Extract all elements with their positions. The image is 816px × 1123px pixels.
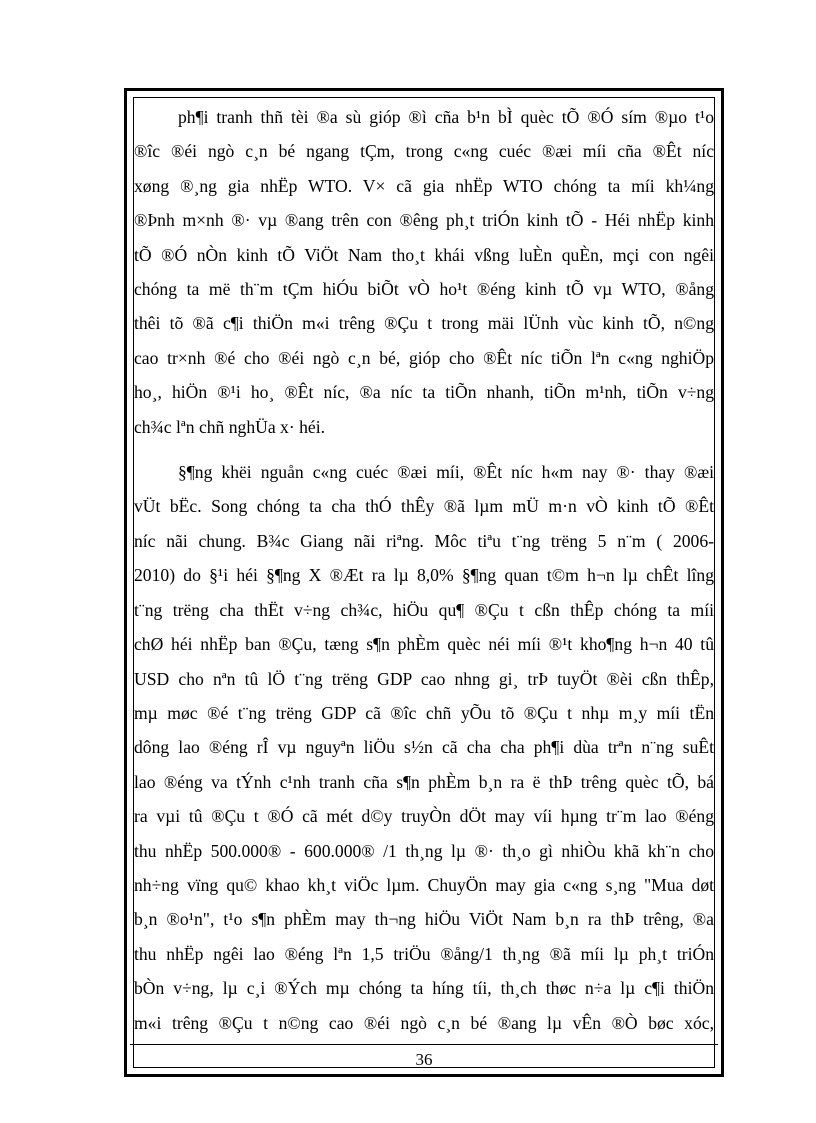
paragraph-line: níc nãi chung. B¾c Giang nãi riªng. Môc tiªu t¨ng trëng 5 n¨m ( 2006-	[134, 530, 714, 551]
paragraph-line: ®Þnh m×nh ®· vµ ®ang trên con ®êng ph¸t triÓn kinh tÕ - Héi nhËp kinh	[134, 210, 714, 231]
paragraph-line: USD cho nªn tû lÖ t¨ng trëng GDP cao nhng gi¸ trÞ tuyÖt ®èi cßn thÊp,	[134, 668, 714, 689]
paragraph-line: thu nhËp 500.000® - 600.000® /1 th¸ng lµ ®· th¸o gì nhiÒu khã kh¨n cho	[134, 840, 714, 861]
paragraph-line: §¶ng khëi nguån c«ng cuéc ®æi míi, ®Êt níc h«m nay ®· thay ®æi	[178, 462, 714, 483]
paragraph-1	[134, 100, 714, 444]
paragraph-2	[134, 455, 714, 1040]
paragraph-line: t¨ng trëng cha thËt v÷ng ch¾c, hiÖu qu¶ ®Çu t cßn thÊp chóng ta míi	[134, 599, 714, 620]
paragraph-line: 2010) do §¹i héi §¶ng X ®Æt ra lµ 8,0% §¶ng quan t©m h¬n lµ chÊt lîng	[134, 565, 714, 586]
paragraph-line: lao ®éng va tÝnh c¹nh tranh cña s¶n phÈm b¸n ra ë thÞ trêng quèc tÕ, bá	[134, 771, 714, 792]
paragraph-line: b¸n ®o¹n", t¹o s¶n phÈm may th¬ng hiÖu ViÖt Nam b¸n ra thÞ trêng, ®a	[134, 909, 714, 930]
paragraph-line: m«i trêng ®Çu t n©ng cao ®éi ngò c¸n bé ®ang lµ vÊn ®Ò bøc xóc,	[134, 1012, 714, 1033]
paragraph-line: ®îc ®éi ngò c¸n bé ngang tÇm, trong c«ng cuéc ®æi míi cña ®Êt níc	[134, 141, 714, 162]
page-content	[134, 100, 714, 1040]
paragraph-line: thêi tõ ®ã c¶i thiÖn m«i trêng ®Çu t trong mäi lÜnh vùc kinh tÕ, n©ng	[134, 313, 714, 334]
paragraph-line: ho¸, hiÖn ®¹i ho¸ ®Êt níc, ®a níc ta tiÕn nhanh, tiÕn m¹nh, tiÕn v÷ng	[134, 382, 714, 403]
paragraph-line: ph¶i tranh thñ tèi ®a sù gióp ®ì cña b¹n bÌ quèc tÕ ®Ó sím ®µo t¹o	[178, 107, 714, 127]
paragraph-line: tÕ ®Ó nÒn kinh tÕ ViÖt Nam tho¸t khái vßng luÈn quÈn, mçi con ngêi	[134, 244, 714, 265]
page-number: 36	[415, 1050, 433, 1069]
paragraph-line: dông lao ®éng rÎ vµ nguyªn liÖu s½n cã cha cha ph¶i dùa trªn n¨ng suÊt	[134, 737, 714, 758]
paragraph-line: xøng ®¸ng gia nhËp WTO. V× cã gia nhËp WTO chóng ta míi kh¼ng	[134, 175, 714, 196]
paragraph-line: chóng ta më th¨m tÇm hiÓu biÕt vÒ ho¹t ®éng kinh tÕ vµ WTO, ®ång	[134, 279, 714, 300]
paragraph-line: mµ møc ®é t¨ng trëng GDP cã ®îc chñ yÕu tõ ®Çu t nhµ m¸y míi tËn	[134, 702, 714, 723]
paragraph-line: bÒn v÷ng, lµ c¸i ®Ých mµ chóng ta híng tíi, th¸ch thøc n÷a lµ c¶i thiÖn	[134, 978, 714, 999]
footer-divider	[130, 1044, 718, 1045]
paragraph-line: cao tr×nh ®é cho ®éi ngò c¸n bé, gióp cho ®Êt níc tiÕn lªn c«ng nghiÖp	[134, 347, 714, 368]
paragraph-line: thu nhËp ngêi lao ®éng lªn 1,5 triÖu ®ång/1 th¸ng ®ã míi lµ ph¸t triÓn	[134, 943, 714, 964]
paragraph-line: ch¾c lªn chñ nghÜa x· héi.	[134, 416, 325, 437]
paragraph-line: vÜt bËc. Song chóng ta cha thÓ thÊy ®ã lµm mÜ m·n vÒ kinh tÕ ®Êt	[134, 496, 714, 517]
paragraph-line: nh÷ng vïng qu© khao kh¸t viÖc lµm. ChuyÖn may gia c«ng s¸ng "Mua døt	[134, 874, 714, 895]
paragraph-line: chØ héi nhËp ban ®Çu, tæng s¶n phÈm quèc néi míi ®¹t kho¶ng h¬n 40 tû	[134, 634, 714, 655]
paragraph-line: ra vµi tû ®Çu t ®Ó cã mét d©y truyÒn dÖt may víi hµng tr¨m lao ®éng	[134, 806, 714, 827]
